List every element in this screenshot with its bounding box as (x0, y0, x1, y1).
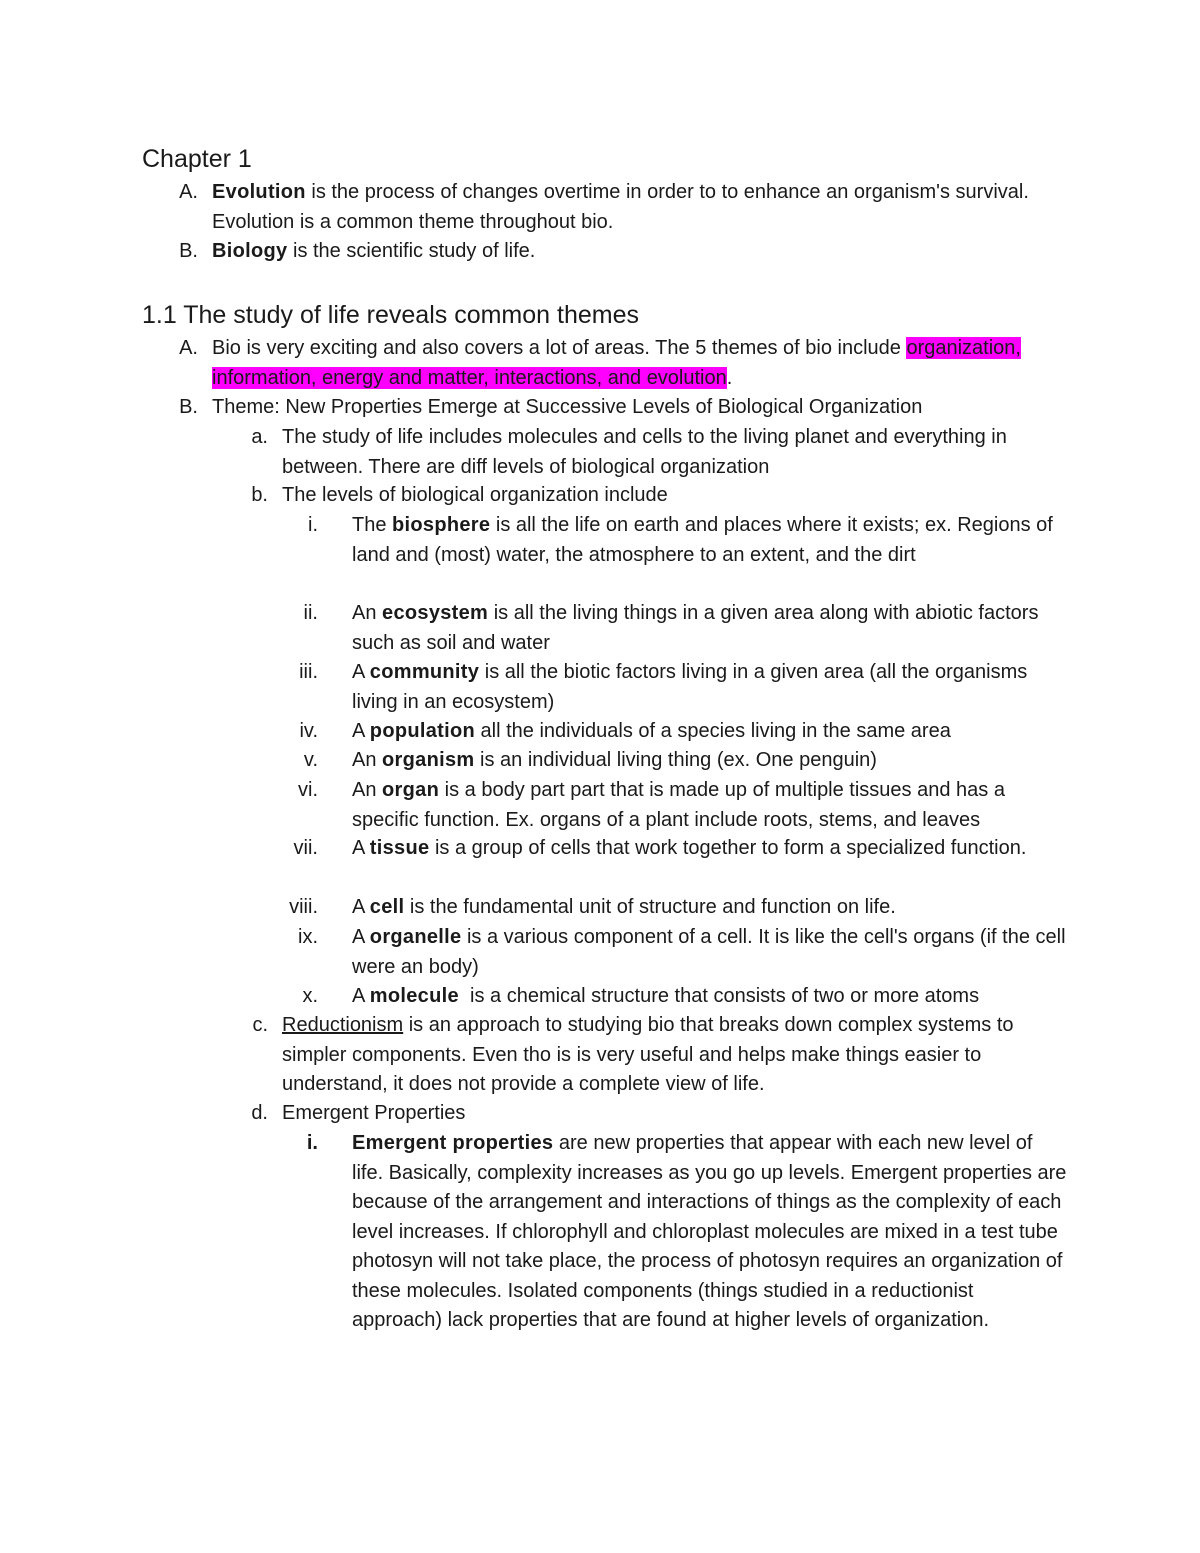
themes-highlight: organization, information, energy and matter, interactions, and evolution (212, 337, 1021, 389)
definition-text: is a body part part that is made up of multiple tissues and has a specific function. Ex. organs of a plant include roots, stems, and leaves (352, 779, 1005, 831)
list-marker: A. (179, 181, 198, 203)
list-marker: x. (302, 985, 318, 1007)
list-item-organelle (212, 923, 1067, 982)
list-item-tissue (212, 834, 1067, 864)
definition-text: is a chemical structure that consists of two or more atoms (458, 985, 980, 1007)
list-item-text (282, 1011, 1072, 1100)
list-marker: ii. (303, 602, 318, 624)
list-item-text (352, 717, 1067, 747)
list-item-molecule (212, 982, 1067, 1012)
prefix-text: An (352, 602, 383, 624)
list-item-text (352, 776, 1067, 835)
list-marker: B. (179, 396, 198, 418)
list-marker: viii. (289, 896, 318, 918)
list-item-text (352, 982, 1067, 1012)
list-item-ecosystem (212, 599, 1067, 658)
list-item-biology (142, 237, 1072, 267)
term-biology: Biology (212, 240, 288, 262)
list-item-text (352, 658, 1067, 717)
term-cell: cell (369, 896, 405, 918)
list-item-text (352, 746, 1067, 776)
term-reductionism: Reductionism (282, 1014, 404, 1036)
list-item-text (352, 1129, 1067, 1336)
term-organism: organism (382, 749, 475, 771)
term-molecule: molecule (369, 985, 459, 1007)
term-emergent-properties: Emergent properties (352, 1132, 554, 1154)
term-organ: organ (382, 779, 440, 801)
prefix-text: A (352, 720, 370, 742)
definition-text: is a various component of a cell. It is like the cell's organs (if the cell were an body) (352, 926, 1066, 978)
list-marker: A. (179, 337, 198, 359)
list-item-text: The study of life includes molecules and cells to the living planet and everything in between. There are diff levels of biological organization (282, 426, 1007, 478)
list-marker: vi. (298, 779, 318, 801)
list-item-text: Emergent Properties (282, 1102, 466, 1124)
term-biosphere: biosphere (392, 514, 491, 536)
list-item-study-of-life (212, 423, 1072, 482)
section-heading: 1.1 The study of life reveals common themes (142, 301, 639, 329)
list-marker: vii. (293, 837, 318, 859)
list-item-text (352, 599, 1067, 658)
definition-text: is an individual living thing (ex. One penguin) (474, 749, 877, 771)
list-marker: i. (306, 1132, 318, 1154)
list-item-organism (212, 746, 1067, 776)
prefix-text: The (352, 514, 393, 536)
list-item-text (352, 893, 1067, 923)
list-marker: B. (179, 240, 198, 262)
prefix-text: An (352, 779, 383, 801)
term-community: community (369, 661, 480, 683)
list-item-reductionism (212, 1011, 1072, 1100)
term-organelle: organelle (369, 926, 462, 948)
list-item-organ (212, 776, 1067, 835)
list-item-population (212, 717, 1067, 747)
list-item-community (212, 658, 1067, 717)
term-tissue: tissue (369, 837, 430, 859)
list-marker: c. (252, 1014, 268, 1036)
list-marker: ix. (298, 926, 318, 948)
prefix-text: A (352, 837, 370, 859)
list-item-text (212, 334, 1072, 393)
themes-end: . (726, 366, 733, 389)
list-item-text (212, 178, 1072, 237)
definition-text: are new properties that appear with each new level of life. Basically, complexity increases as you go up levels. Emergent properties are because of the arrangement and interactions of things as the complexity of each level increases. If chlorophyll and chloroplast molecules are mixed in a test tube photosyn will not take place, the process of photosyn requires an organization of these molecules. Isolated components (things studied in a reductionist approach) lack properties that are found at higher levels of organization. (352, 1132, 1067, 1331)
list-marker: a. (251, 426, 268, 448)
list-item-text (352, 834, 1067, 864)
list-item-theme-emerge (142, 393, 1072, 423)
definition-text: is the fundamental unit of structure and function on life. (404, 896, 896, 918)
definition-text: is all the biotic factors living in a given area (all the organisms living in an ecosystem) (352, 661, 1028, 713)
list-marker: iii. (299, 661, 318, 683)
prefix-text: A (352, 661, 370, 683)
prefix-text: A (352, 926, 370, 948)
list-item-biosphere (212, 511, 1067, 570)
list-item-text (352, 511, 1067, 570)
list-marker: v. (303, 749, 318, 771)
prefix-text: A (352, 896, 370, 918)
definition-text: is the scientific study of life. (287, 240, 536, 262)
prefix-text: An (352, 749, 383, 771)
list-item-themes (142, 334, 1072, 393)
list-item-text (352, 923, 1067, 982)
list-marker: b. (251, 484, 268, 506)
term-ecosystem: ecosystem (382, 602, 489, 624)
list-marker: iv. (299, 720, 318, 742)
definition-text: is all the life on earth and places where it exists; ex. Regions of land and (most) water, the atmosphere to an extent, and the dirt (352, 514, 1053, 566)
list-item-levels-intro (212, 481, 1072, 511)
definition-text: is an approach to studying bio that breaks down complex systems to simpler components. Even tho is is very useful and helps make things easier to understand, it does not provide a complete view of life. (282, 1014, 1014, 1095)
definition-text: is all the living things in a given area along with abiotic factors such as soil and water (352, 602, 1039, 654)
list-item-cell (212, 893, 1067, 923)
prefix-text: A (352, 985, 370, 1007)
list-item-text: Theme: New Properties Emerge at Successive Levels of Biological Organization (212, 396, 923, 418)
term-population: population (369, 720, 475, 742)
definition-text: all the individuals of a species living in the same area (475, 720, 951, 742)
list-item-emergent-heading (212, 1099, 1072, 1129)
list-marker: i. (308, 514, 318, 536)
definition-text: is the process of changes overtime in order to to enhance an organism's survival. Evolution is a common theme throughout bio. (212, 181, 1029, 233)
list-item-evolution (142, 178, 1072, 237)
list-marker: d. (251, 1102, 268, 1124)
themes-intro-text: Bio is very exciting and also covers a lot of areas. The 5 themes of bio include (212, 337, 907, 359)
list-item-text: The levels of biological organization include (282, 484, 668, 506)
list-item-emergent-properties (212, 1129, 1067, 1336)
chapter-title: Chapter 1 (142, 145, 252, 173)
definition-text: is a group of cells that work together to form a specialized function. (429, 837, 1027, 859)
list-item-text (212, 237, 1072, 267)
term-evolution: Evolution (212, 181, 306, 203)
